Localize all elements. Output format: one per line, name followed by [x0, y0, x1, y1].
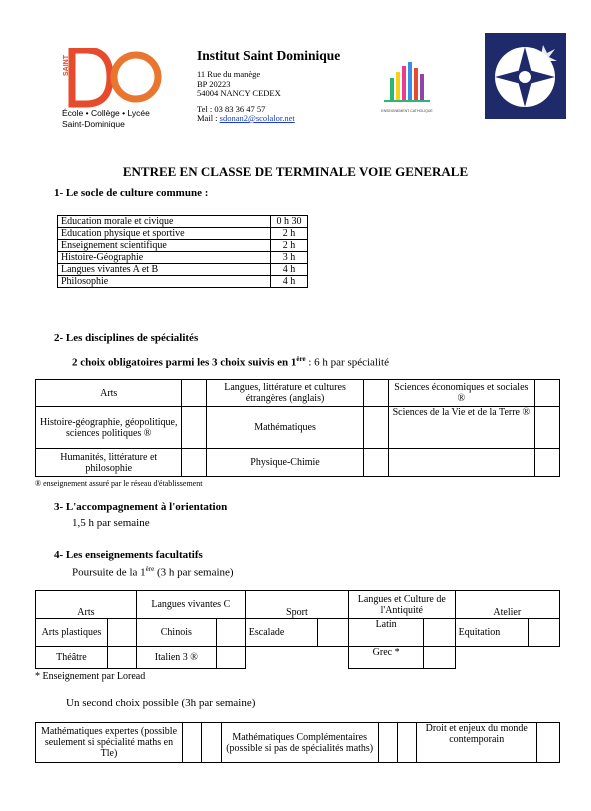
- hours-cell: 2 h: [271, 240, 308, 252]
- subtitle-sup: ère: [296, 355, 306, 363]
- spec-cell: Physique-Chimie: [207, 449, 363, 477]
- table-row: [36, 723, 560, 763]
- check-cell[interactable]: [363, 407, 388, 449]
- check-cell[interactable]: [182, 449, 207, 477]
- mail-label: Mail :: [197, 113, 220, 123]
- option-cell: Arts plastiques: [36, 619, 108, 647]
- hours-cell: 2 h: [271, 228, 308, 240]
- table-row: [58, 240, 308, 252]
- option-cell: Théâtre: [36, 647, 108, 669]
- spec-cell: Mathématiques: [207, 407, 363, 449]
- table-row: [36, 449, 560, 477]
- table-row: [36, 591, 560, 619]
- header-cell: Langues et Culture de l'Antiquité: [348, 591, 455, 619]
- address-line-1: 11 Rue du manège: [197, 69, 261, 79]
- subtitle-text: Poursuite de la 1: [72, 566, 146, 579]
- spec-cell: Arts: [36, 380, 182, 407]
- header-cell: Sport: [245, 591, 348, 619]
- hours-cell: 0 h 30: [271, 216, 308, 228]
- subtitle-text: 2 choix obligatoires parmi les 3 choix suivis en 1: [72, 356, 297, 369]
- table-row: [36, 380, 560, 407]
- logo-caption: [62, 108, 150, 130]
- check-cell[interactable]: [398, 723, 417, 763]
- subject-cell: Langues vivantes A et B: [58, 264, 271, 276]
- check-cell[interactable]: [535, 407, 560, 449]
- check-cell[interactable]: [107, 619, 136, 647]
- spec-cell: Humanités, littérature et philosophie: [36, 449, 182, 477]
- table-row: [58, 276, 308, 288]
- subtitle-after: : 6 h par spécialité: [305, 356, 389, 369]
- check-cell[interactable]: [537, 723, 560, 763]
- check-cell[interactable]: [182, 407, 207, 449]
- option-cell: Mathématiques expertes (possible seulement si spécialité maths en Tle): [36, 723, 183, 763]
- check-cell[interactable]: [182, 723, 201, 763]
- subject-cell: Education physique et sportive: [58, 228, 271, 240]
- check-cell[interactable]: [528, 619, 559, 647]
- spec-cell: Sciences économiques et sociales ®: [388, 380, 534, 407]
- option-cell: Grec *: [348, 647, 423, 669]
- page-title: ENTREE EN CLASSE DE TERMINALE VOIE GENERALE: [122, 164, 469, 179]
- logo-caption-line-2: Saint-Dominique: [62, 119, 125, 129]
- header-cell: Atelier: [455, 591, 559, 619]
- check-cell[interactable]: [378, 723, 397, 763]
- table-row: [58, 264, 308, 276]
- section-4-subtitle: [72, 565, 234, 579]
- check-cell[interactable]: [363, 449, 388, 477]
- check-cell[interactable]: [535, 449, 560, 477]
- header-cell: Arts: [36, 591, 137, 619]
- table-row: [36, 647, 560, 669]
- catholic-education-logo: [376, 60, 438, 112]
- section-2-heading: 2- Les disciplines de spécialités: [54, 332, 199, 344]
- spec-cell: Histoire-géographie, géopolitique, sciences politiques ®: [36, 407, 182, 449]
- spec-cell: Langues, littérature et cultures étrangères (anglais): [207, 380, 363, 407]
- facultatifs-note: * Enseignement par Loread: [35, 671, 146, 682]
- option-cell: Escalade: [245, 619, 317, 647]
- section-2-subtitle: [72, 355, 389, 369]
- table-row: [58, 228, 308, 240]
- subject-cell: Histoire-Géographie: [58, 252, 271, 264]
- check-cell[interactable]: [202, 723, 221, 763]
- table-row: [58, 252, 308, 264]
- dominican-cross-logo: [485, 33, 566, 119]
- check-cell[interactable]: [182, 380, 207, 407]
- check-cell[interactable]: [424, 647, 455, 669]
- specialites-note: ® enseignement assuré par le réseau d'établissement: [35, 479, 203, 488]
- empty-cell: [455, 647, 559, 669]
- socle-table: [57, 215, 308, 288]
- hours-cell: 4 h: [271, 264, 308, 276]
- section-4-heading: 4- Les enseignements facultatifs: [54, 549, 203, 561]
- subtitle-sup: ère: [145, 565, 155, 573]
- spec-cell: [388, 449, 534, 477]
- option-cell: Mathématiques Complémentaires (possible si pas de spécialités maths): [221, 723, 378, 763]
- specialites-table: [35, 379, 560, 477]
- second-choice-text: Un second choix possible (3h par semaine): [66, 697, 256, 709]
- option-cell: Latin: [348, 619, 423, 647]
- school-name: Institut Saint Dominique: [197, 48, 341, 63]
- subject-cell: Education morale et civique: [58, 216, 271, 228]
- section-3-heading: 3- L'accompagnement à l'orientation: [54, 501, 228, 513]
- check-cell[interactable]: [107, 647, 136, 669]
- spec-cell: Sciences de la Vie et de la Terre ®: [388, 407, 534, 449]
- table-row: [36, 407, 560, 449]
- table-row: [36, 619, 560, 647]
- subject-cell: Enseignement scientifique: [58, 240, 271, 252]
- facultatifs-table: [35, 590, 560, 669]
- mail-line: [197, 114, 295, 124]
- address-line-3: 54004 NANCY CEDEX: [197, 88, 281, 98]
- header-cell: Langues vivantes C: [136, 591, 245, 619]
- subtitle-after: (3 h par semaine): [154, 566, 234, 579]
- address-line-2: BP 20223: [197, 78, 231, 89]
- catholic-education-text: ENSEIGNEMENT CATHOLIQUE: [381, 109, 433, 113]
- empty-cell: [245, 647, 348, 669]
- check-cell[interactable]: [317, 619, 348, 647]
- check-cell[interactable]: [363, 380, 388, 407]
- logo-caption-line-1: École • Collège • Lycée: [62, 108, 150, 118]
- table-row: [58, 216, 308, 228]
- second-choice-table: [35, 722, 560, 763]
- section-3-text: 1,5 h par semaine: [72, 517, 150, 529]
- phone: Tel : 03 83 36 47 57: [197, 103, 266, 114]
- section-1-heading: 1- Le socle de culture commune :: [54, 187, 209, 199]
- check-cell[interactable]: [424, 619, 455, 647]
- option-cell: Equitation: [455, 619, 528, 647]
- option-cell: Italien 3 ®: [136, 647, 216, 669]
- check-cell[interactable]: [535, 380, 560, 407]
- hours-cell: 3 h: [271, 252, 308, 264]
- mail-link[interactable]: sdonan2@scolalor.net: [219, 113, 295, 123]
- option-cell: Droit et enjeux du monde contemporain: [417, 723, 537, 763]
- check-cell[interactable]: [216, 619, 245, 647]
- check-cell[interactable]: [216, 647, 245, 669]
- option-cell: Chinois: [136, 619, 216, 647]
- logo-side-text: SAINT: [63, 55, 70, 76]
- hours-cell: 4 h: [271, 276, 308, 288]
- subject-cell: Philosophie: [58, 276, 271, 288]
- school-address: [197, 70, 295, 124]
